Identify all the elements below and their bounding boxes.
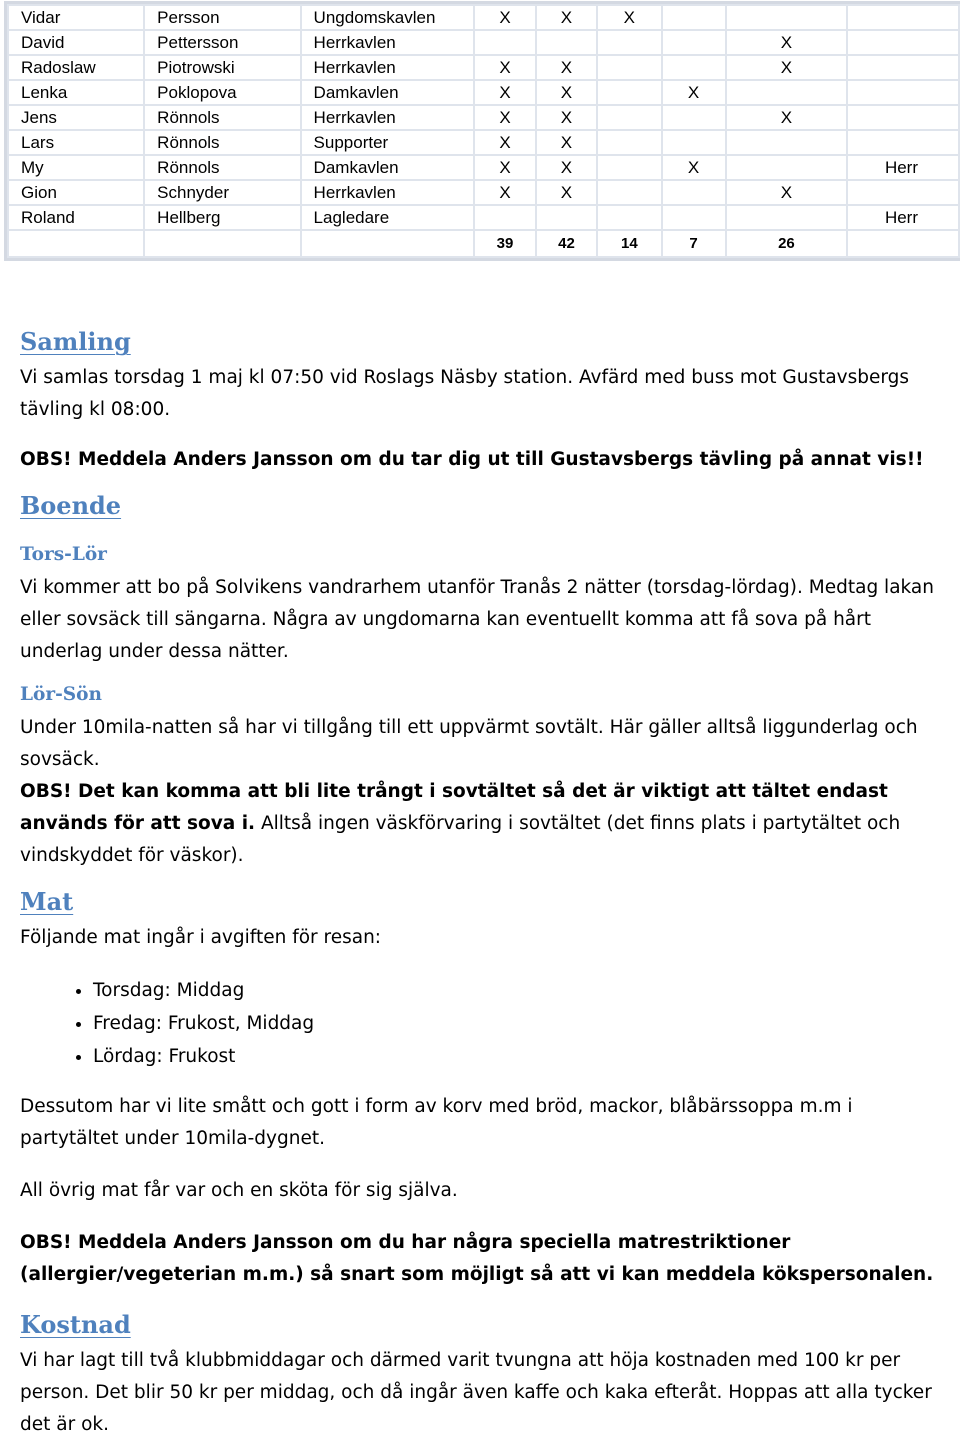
total-cell: 39: [474, 230, 535, 257]
boende-obs-rest: Alltså ingen väskförvaring i sovtältet (det finns plats i partytältet och vindskyddet för väskor).: [20, 813, 901, 866]
table-row: [8, 180, 959, 205]
table-cell: [662, 180, 726, 205]
mat-text-1: Dessutom har vi lite smått och gott i form av korv med bröd, mackor, blåbärssoppa m.m i partytältet under 10mila-dygnet.: [20, 1096, 853, 1149]
table-cell: X: [536, 55, 597, 80]
table-cell: X: [662, 155, 726, 180]
table-cell: [597, 155, 661, 180]
table-cell: Herrkavlen: [301, 55, 475, 80]
table-cell: Lagledare: [301, 205, 475, 230]
table-cell: [536, 205, 597, 230]
total-cell: [8, 230, 144, 257]
table-cell: X: [474, 105, 535, 130]
heading-kostnad: Kostnad: [20, 1310, 131, 1339]
table-cell: Persson: [144, 5, 300, 30]
table-cell: [662, 5, 726, 30]
table-cell: Rönnols: [144, 155, 300, 180]
table-cell: Gion: [8, 180, 144, 205]
table-cell: David: [8, 30, 144, 55]
table-cell: [474, 30, 535, 55]
boende-obs-bold: OBS! Det kan komma att bli lite trångt i sovtältet så det är viktigt att tältet endast används för att sova i.: [20, 781, 888, 834]
table-cell: X: [536, 5, 597, 30]
total-cell: [144, 230, 300, 257]
mat-list: [20, 974, 955, 1073]
table-cell: [536, 30, 597, 55]
boende-text-1: Vi kommer att bo på Solvikens vandrarhem utanför Tranås 2 nätter (torsdag-lördag). Medtag lakan eller sovsäck till sängarna. Några av ungdomarna kan eventuellt komma att få sova på hårt underlag under dessa nätter.: [20, 577, 934, 662]
mat-intro: Följande mat ingår i avgiften för resan:: [20, 927, 382, 948]
table-row: [8, 155, 959, 180]
total-cell: 14: [597, 230, 661, 257]
table-cell: [662, 105, 726, 130]
table-cell: X: [726, 30, 848, 55]
table-cell: X: [474, 5, 535, 30]
document-body: [20, 322, 955, 1441]
list-item: • Torsdag: Middag: [93, 974, 955, 1007]
table-cell: [726, 80, 848, 105]
table-cell: [847, 55, 959, 80]
table-cell: [847, 5, 959, 30]
subheading-tors-lor: Tors-Lör: [20, 544, 107, 565]
table-cell: Radoslaw: [8, 55, 144, 80]
table-cell: [726, 155, 848, 180]
table-row: [8, 130, 959, 155]
table-cell: X: [536, 155, 597, 180]
table-cell: X: [474, 130, 535, 155]
table-cell: [662, 30, 726, 55]
table-cell: X: [536, 180, 597, 205]
table-cell: Rönnols: [144, 105, 300, 130]
table-row: [8, 5, 959, 30]
table-row: [8, 105, 959, 130]
table-cell: [597, 30, 661, 55]
table-cell: Herrkavlen: [301, 180, 475, 205]
table-cell: Herr: [847, 205, 959, 230]
table-cell: [662, 55, 726, 80]
table-cell: [597, 80, 661, 105]
table-cell: Pettersson: [144, 30, 300, 55]
table-cell: Damkavlen: [301, 80, 475, 105]
table-row: [8, 205, 959, 230]
table-cell: X: [662, 80, 726, 105]
table-cell: [726, 5, 848, 30]
table-row: [8, 80, 959, 105]
table-cell: Damkavlen: [301, 155, 475, 180]
total-cell: [301, 230, 475, 257]
table-cell: [726, 205, 848, 230]
table-cell: [597, 130, 661, 155]
roster-body: [8, 5, 959, 257]
table-cell: X: [536, 80, 597, 105]
table-cell: [847, 30, 959, 55]
table-cell: X: [536, 105, 597, 130]
list-item: • Fredag: Frukost, Middag: [93, 1007, 955, 1040]
table-cell: Herr: [847, 155, 959, 180]
table-cell: Supporter: [301, 130, 475, 155]
mat-text-2: All övrig mat får var och en sköta för sig själva.: [20, 1180, 458, 1201]
table-cell: [662, 205, 726, 230]
table-cell: X: [474, 155, 535, 180]
total-cell: 26: [726, 230, 848, 257]
table-cell: Herrkavlen: [301, 30, 475, 55]
table-cell: [597, 205, 661, 230]
total-cell: 7: [662, 230, 726, 257]
boende-text-2: Under 10mila-natten så har vi tillgång till ett uppvärmt sovtält. Här gäller alltså liggunderlag och sovsäck.: [20, 717, 918, 770]
table-cell: [597, 180, 661, 205]
mat-obs: OBS! Meddela Anders Jansson om du har några speciella matrestriktioner (allergier/vegeterian m.m.) så snart som möjligt så att vi kan meddela kökspersonalen.: [20, 1232, 934, 1285]
table-cell: X: [474, 80, 535, 105]
table-cell: Lenka: [8, 80, 144, 105]
table-cell: [847, 180, 959, 205]
table-cell: Roland: [8, 205, 144, 230]
heading-mat: Mat: [20, 887, 74, 916]
subheading-lor-son: Lör-Sön: [20, 684, 102, 705]
table-cell: X: [597, 5, 661, 30]
table-cell: X: [726, 180, 848, 205]
table-cell: [597, 105, 661, 130]
table-cell: [662, 130, 726, 155]
table-cell: X: [474, 180, 535, 205]
table-cell: X: [536, 130, 597, 155]
kostnad-text: Vi har lagt till två klubbmiddagar och därmed varit tvungna att höja kostnaden med 100 kr per person. Det blir 50 kr per middag, och då ingår även kaffe och kaka efteråt. Hoppas att alla tycker det är ok.: [20, 1350, 932, 1435]
table-cell: Rönnols: [144, 130, 300, 155]
table-cell: Jens: [8, 105, 144, 130]
table-cell: [474, 205, 535, 230]
table-cell: Ungdomskavlen: [301, 5, 475, 30]
table-cell: [847, 80, 959, 105]
table-cell: X: [726, 55, 848, 80]
table-row: [8, 55, 959, 80]
table-cell: My: [8, 155, 144, 180]
heading-boende: Boende: [20, 491, 122, 520]
samling-obs: OBS! Meddela Anders Jansson om du tar dig ut till Gustavsbergs tävling på annat vis!!: [20, 449, 924, 470]
samling-text: Vi samlas torsdag 1 maj kl 07:50 vid Roslags Näsby station. Avfärd med buss mot Gustavsbergs tävling kl 08:00.: [20, 367, 910, 420]
total-cell: [847, 230, 959, 257]
table-cell: Hellberg: [144, 205, 300, 230]
table-cell: Lars: [8, 130, 144, 155]
table-cell: Herrkavlen: [301, 105, 475, 130]
table-cell: Vidar: [8, 5, 144, 30]
table-row: [8, 30, 959, 55]
table-cell: Schnyder: [144, 180, 300, 205]
table-cell: Piotrowski: [144, 55, 300, 80]
table-cell: X: [474, 55, 535, 80]
table-cell: Poklopova: [144, 80, 300, 105]
totals-row: [8, 230, 959, 257]
table-cell: [726, 130, 848, 155]
list-item: • Lördag: Frukost: [93, 1040, 955, 1073]
roster-table: [7, 4, 960, 258]
heading-samling: Samling: [20, 327, 131, 356]
table-cell: [847, 130, 959, 155]
table-cell: X: [726, 105, 848, 130]
total-cell: 42: [536, 230, 597, 257]
table-cell: [597, 55, 661, 80]
table-cell: [847, 105, 959, 130]
